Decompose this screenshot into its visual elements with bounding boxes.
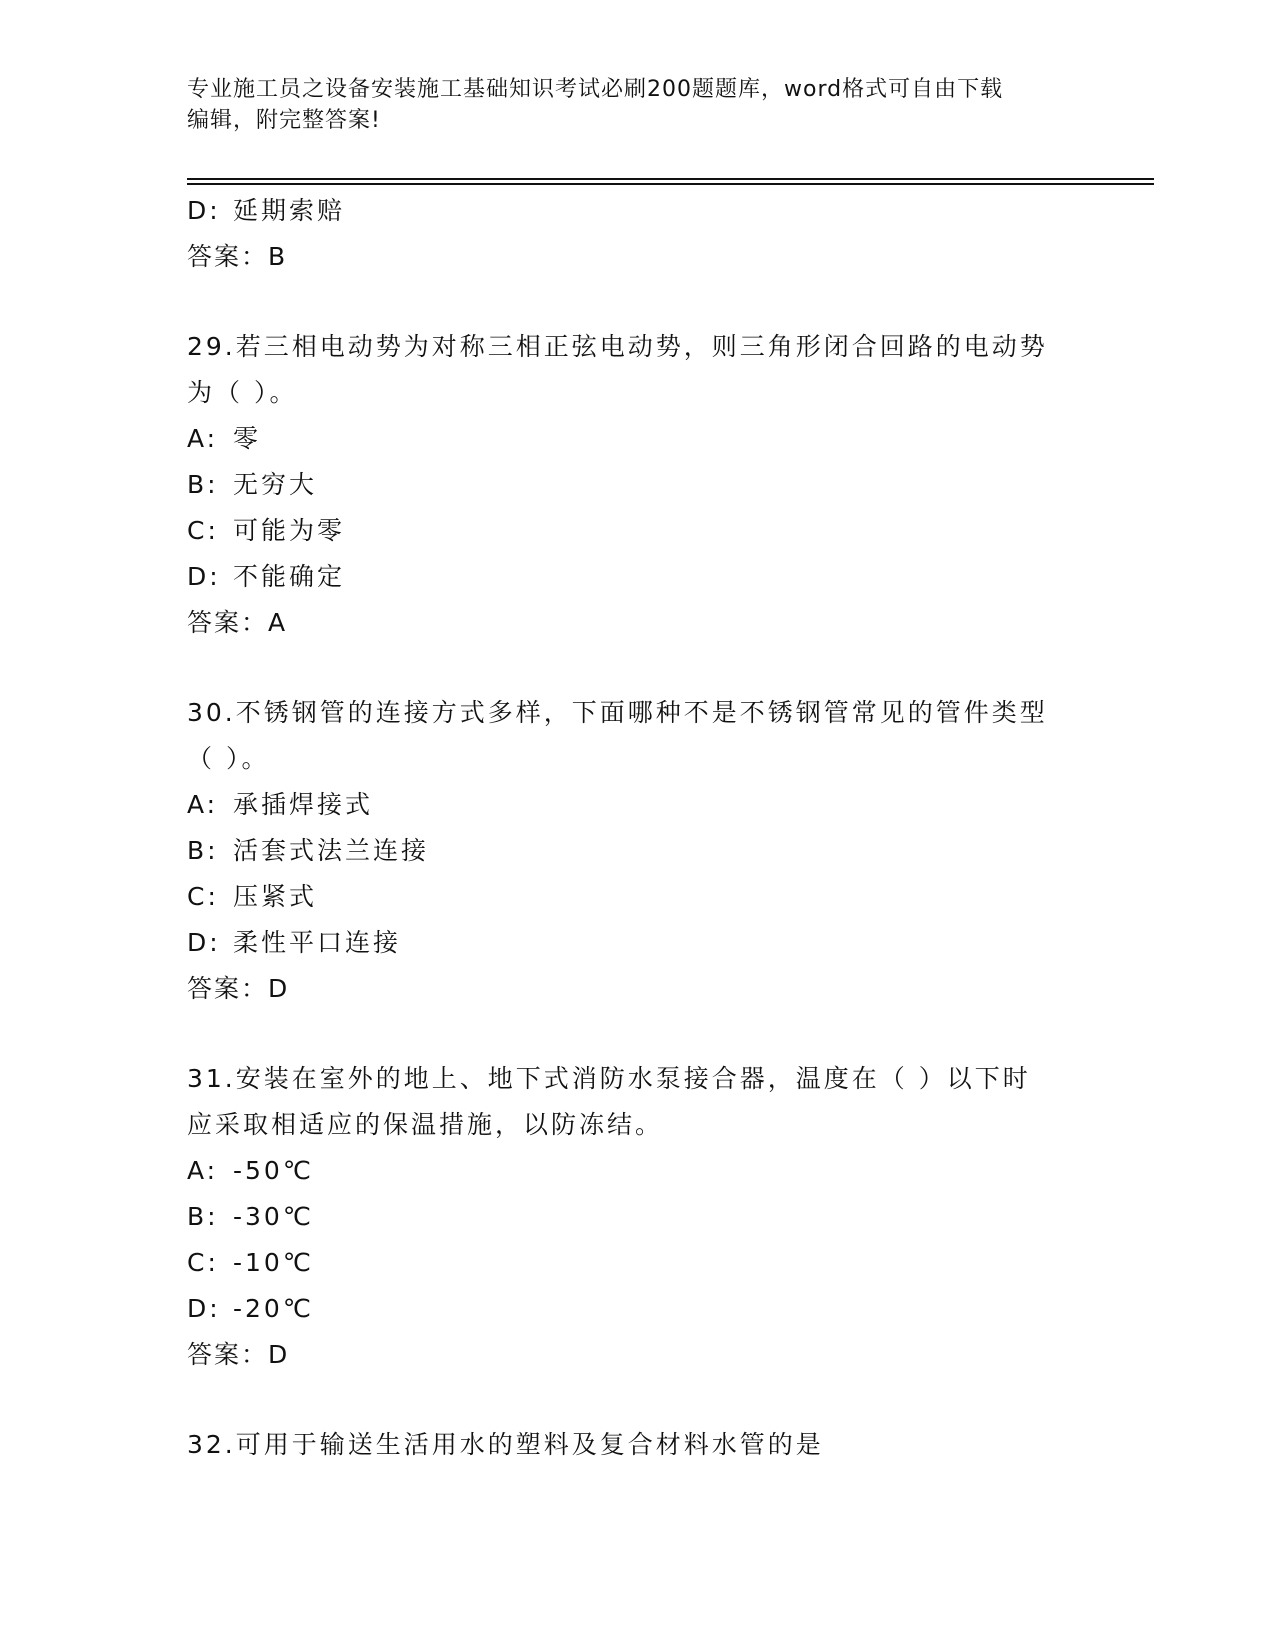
option-text: 零 bbox=[233, 424, 262, 453]
option-text: 活套式法兰连接 bbox=[233, 836, 430, 865]
carry-over-block bbox=[187, 188, 1087, 280]
option-text: -30℃ bbox=[233, 1202, 314, 1231]
header-divider-top bbox=[187, 178, 1154, 180]
option-d bbox=[187, 1286, 1087, 1332]
question-stem-line-1: 31.安装在室外的地上、地下式消防水泵接合器，温度在（ ）以下时 bbox=[187, 1064, 1031, 1093]
option-b bbox=[187, 828, 1087, 874]
option-d bbox=[187, 188, 1087, 234]
option-c bbox=[187, 508, 1087, 554]
option-c bbox=[187, 1240, 1087, 1286]
option-text: -10℃ bbox=[233, 1248, 314, 1277]
answer-line: 答案：B bbox=[187, 242, 288, 271]
option-text: 无穷大 bbox=[233, 470, 318, 499]
option-key: C: bbox=[187, 882, 219, 911]
option-key: D: bbox=[187, 1294, 221, 1323]
option-key: D: bbox=[187, 562, 221, 591]
question-list bbox=[187, 188, 1087, 1468]
option-key: C: bbox=[187, 1248, 219, 1277]
answer-line: 答案：D bbox=[187, 974, 290, 1003]
option-key: B: bbox=[187, 470, 219, 499]
question-31 bbox=[187, 1056, 1087, 1378]
question-stem-line-1: 30.不锈钢管的连接方式多样，下面哪种不是不锈钢管常见的管件类型 bbox=[187, 698, 1048, 727]
option-b bbox=[187, 462, 1087, 508]
answer-line: 答案：D bbox=[187, 1340, 290, 1369]
question-stem-line-2: （ ）。 bbox=[187, 744, 270, 773]
option-text: 压紧式 bbox=[233, 882, 318, 911]
option-b bbox=[187, 1194, 1087, 1240]
option-key: A: bbox=[187, 790, 219, 819]
question-32 bbox=[187, 1422, 1087, 1468]
question-stem-line-2: 应采取相适应的保温措施，以防冻结。 bbox=[187, 1110, 664, 1139]
option-text: 不能确定 bbox=[233, 562, 346, 591]
option-text: -20℃ bbox=[233, 1294, 314, 1323]
option-text: 柔性平口连接 bbox=[233, 928, 402, 957]
question-29 bbox=[187, 324, 1087, 646]
option-key: D: bbox=[187, 196, 221, 225]
option-key: A: bbox=[187, 1156, 219, 1185]
question-stem-line-1: 29.若三相电动势为对称三相正弦电动势，则三角形闭合回路的电动势 bbox=[187, 332, 1048, 361]
document-header bbox=[187, 74, 1067, 136]
header-title-line-1: 专业施工员之设备安装施工基础知识考试必刷200题题库，word格式可自由下载 bbox=[187, 77, 1004, 102]
question-stem-line-2: 为（ ）。 bbox=[187, 378, 298, 407]
option-text: 承插焊接式 bbox=[233, 790, 374, 819]
option-a bbox=[187, 416, 1087, 462]
header-title-line-2: 编辑，附完整答案! bbox=[187, 108, 381, 133]
option-c bbox=[187, 874, 1087, 920]
option-key: B: bbox=[187, 1202, 219, 1231]
option-d bbox=[187, 554, 1087, 600]
option-key: D: bbox=[187, 928, 221, 957]
option-key: B: bbox=[187, 836, 219, 865]
option-key: C: bbox=[187, 516, 219, 545]
question-30 bbox=[187, 690, 1087, 1012]
option-text: -50℃ bbox=[233, 1156, 314, 1185]
answer-line: 答案：A bbox=[187, 608, 288, 637]
option-text: 可能为零 bbox=[233, 516, 346, 545]
question-stem-line-1: 32.可用于输送生活用水的塑料及复合材料水管的是 bbox=[187, 1430, 824, 1459]
option-a bbox=[187, 1148, 1087, 1194]
option-d bbox=[187, 920, 1087, 966]
option-a bbox=[187, 782, 1087, 828]
option-key: A: bbox=[187, 424, 219, 453]
header-divider-bottom bbox=[187, 183, 1154, 185]
option-text: 延期索赔 bbox=[233, 196, 346, 225]
